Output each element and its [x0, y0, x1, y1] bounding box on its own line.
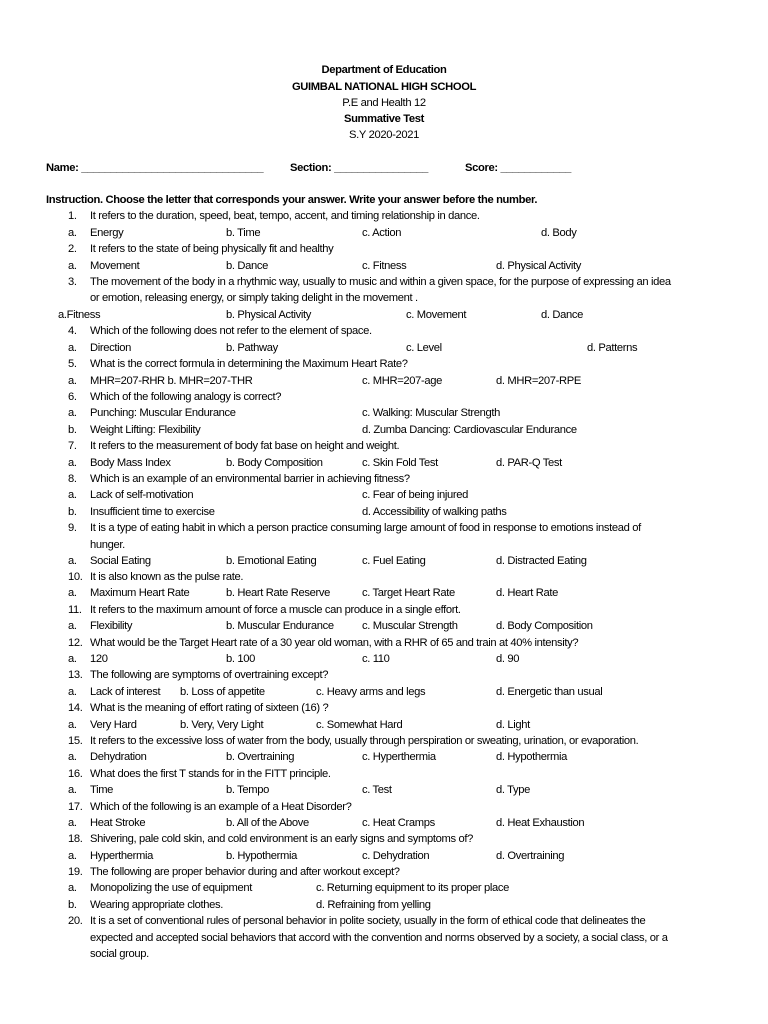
line-label: 18. [68, 833, 83, 845]
line-text: It refers to the excessive loss of water from the body, usually through perspiration or sweating, urination, or evaporation. [90, 735, 639, 747]
line-label: a. [68, 850, 77, 862]
line-label: 2. [68, 243, 77, 255]
line-text: d. Zumba Dancing: Cardiovascular Endurance [362, 424, 577, 436]
line-text: c. Skin Fold Test [362, 457, 438, 469]
line-label: b. [68, 424, 77, 436]
line-label: a. [68, 407, 77, 419]
line-text: b. Body Composition [226, 457, 323, 469]
line-text: b. Hypothermia [226, 850, 297, 862]
line-label: a. [68, 719, 77, 731]
line-text: What does the first T stands for in the FITT principle. [90, 768, 331, 780]
line-label: 16. [68, 768, 83, 780]
line-text: b. Physical Activity [226, 309, 312, 321]
line-label: expected and accepted social behaviors that accord with the convention and norms observed by a society, a social class, or a [90, 932, 668, 944]
line-text: d. Hypothermia [496, 751, 567, 763]
line-text: Which of the following is an example of a Heat Disorder? [90, 801, 352, 813]
line-text: Social Eating [90, 555, 151, 567]
line-text: b. Tempo [226, 784, 270, 796]
line-text: It is also known as the pulse rate. [90, 571, 244, 583]
line-text: What would be the Target Heart rate of a 30 year old woman, with a RHR of 65 and train at 40% intensity? [90, 637, 579, 649]
line-label: 5. [68, 358, 77, 370]
line-label: a. [68, 260, 77, 272]
line-text: It refers to the duration, speed, beat, tempo, accent, and timing relationship in dance. [90, 210, 480, 222]
line-text: Direction [90, 342, 131, 354]
line-text: Body Mass Index [90, 457, 171, 469]
line-text: Shivering, pale cold skin, and cold environment is an early signs and symptoms of? [90, 833, 473, 845]
line-text: c. Level [406, 342, 442, 354]
line-text: Wearing appropriate clothes. [90, 899, 224, 911]
line-text: c. Walking: Muscular Strength [362, 407, 501, 419]
line-label: 4. [68, 325, 77, 337]
line-label: 13. [68, 669, 83, 681]
line-text: Dehydration [90, 751, 147, 763]
line-label: 1. [68, 210, 77, 222]
line-text: d. Distracted Eating [496, 555, 587, 567]
line-text: Time [90, 784, 114, 796]
line-label: b. [68, 506, 77, 518]
line-text: c. Target Heart Rate [362, 587, 455, 599]
line-text: The following are proper behavior during and after workout except? [90, 866, 400, 878]
line-text: Which of the following analogy is correct? [90, 391, 282, 403]
line-text: d. PAR-Q Test [496, 457, 562, 469]
line-text: c. Fuel Eating [362, 555, 426, 567]
line-text: c. Movement [406, 309, 467, 321]
line-label: 10. [68, 571, 83, 583]
line-text: Punching: Muscular Endurance [90, 407, 236, 419]
line-text: c. 110 [362, 653, 390, 665]
line-text: It is a set of conventional rules of personal behavior in polite society, usually in the form of ethical code that delineates the [90, 915, 646, 927]
line-text: d. Patterns [587, 342, 638, 354]
line-text: c. Muscular Strength [362, 620, 458, 632]
line-label: a. [68, 342, 77, 354]
line-text: c. Hyperthermia [362, 751, 436, 763]
line-label: 14. [68, 702, 83, 714]
line-text: c. Fitness [362, 260, 407, 272]
line-label: a. [68, 587, 77, 599]
line-text: d. Energetic than usual [496, 686, 603, 698]
line-label: 20. [68, 915, 83, 927]
line-text: b. Muscular Endurance [226, 620, 334, 632]
line-text: d. Dance [541, 309, 583, 321]
line-text: d. Refraining from yelling [316, 899, 431, 911]
line-text: 120 [90, 653, 108, 665]
school-name: GUIMBAL NATIONAL HIGH SCHOOL [291, 81, 477, 93]
line-text: c. Somewhat Hard [316, 719, 403, 731]
line-text: It refers to the maximum amount of force a muscle can produce in a single effort. [90, 604, 461, 616]
line-text: Heat Stroke [90, 817, 146, 829]
line-label: 15. [68, 735, 83, 747]
line-label: a. [68, 817, 77, 829]
line-label: 12. [68, 637, 83, 649]
line-label: or emotion, releasing energy, or simply taking delight in the movement . [90, 292, 418, 304]
line-text: d. Accessibility of walking paths [362, 506, 507, 518]
line-text: The following are symptoms of overtraining except? [90, 669, 329, 681]
line-label: 6. [68, 391, 77, 403]
line-text: c. Heavy arms and legs [316, 686, 426, 698]
line-text: It refers to the state of being physically fit and healthy [90, 243, 334, 255]
instruction-text: Instruction. Choose the letter that corresponds your answer. Write your answer before the number. [46, 194, 538, 206]
line-text: Lack of self-motivation [90, 489, 194, 501]
line-label: a. [68, 882, 77, 894]
line-text: c. Test [362, 784, 392, 796]
line-text: c. Dehydration [362, 850, 430, 862]
line-label: a. [68, 555, 77, 567]
line-text: b. All of the Above [226, 817, 309, 829]
line-text: d. MHR=207-RPE [496, 375, 581, 387]
line-text: Movement [90, 260, 140, 272]
line-text: What is the correct formula in determining the Maximum Heart Rate? [90, 358, 408, 370]
line-text: Insufficient time to exercise [90, 506, 215, 518]
line-text: c. Action [362, 227, 402, 239]
line-text: d. Type [496, 784, 531, 796]
line-text: d. 90 [496, 653, 520, 665]
line-text: Maximum Heart Rate [90, 587, 190, 599]
line-text: b. Time [226, 227, 261, 239]
line-text: It refers to the measurement of body fat base on height and weight. [90, 440, 400, 452]
line-text: c. MHR=207-age [362, 375, 442, 387]
school-year: S.Y 2020-2021 [349, 129, 419, 141]
line-label: a. [68, 457, 77, 469]
line-label: social group. [90, 948, 149, 960]
line-text: Very Hard [90, 719, 137, 731]
line-label: a. [68, 489, 77, 501]
line-text: d. Heart Rate [496, 587, 558, 599]
line-text: The movement of the body in a rhythmic way, usually to music and within a given space, for the purpose of expressing an idea [90, 276, 671, 288]
line-text: d. Body [541, 227, 577, 239]
line-text: MHR=207-RHR b. MHR=207-THR [90, 375, 253, 387]
line-text: b. 100 [226, 653, 256, 665]
line-text: b. Emotional Eating [226, 555, 317, 567]
line-label: 7. [68, 440, 77, 452]
line-text: Hyperthermia [90, 850, 153, 862]
line-label: a.Fitness [58, 309, 101, 321]
line-text: b. Very, Very Light [180, 719, 264, 731]
line-text: d. Body Composition [496, 620, 593, 632]
line-text: d. Heat Exhaustion [496, 817, 585, 829]
line-label: a. [68, 227, 77, 239]
line-text: Energy [90, 227, 124, 239]
line-label: 17. [68, 801, 83, 813]
line-text: c. Returning equipment to its proper place [316, 882, 510, 894]
line-label: a. [68, 784, 77, 796]
name-field: Name: _______________________________ [46, 162, 264, 174]
line-text: What is the meaning of effort rating of sixteen (16) ? [90, 702, 329, 714]
line-text: It is a type of eating habit in which a person practice consuming large amount of food in response to emotions instead of [90, 522, 641, 534]
test-title: Summative Test [343, 113, 425, 125]
line-text: b. Pathway [226, 342, 278, 354]
line-label: a. [68, 375, 77, 387]
line-label: b. [68, 899, 77, 911]
line-label: 8. [68, 473, 77, 485]
subject-title: P.E and Health 12 [342, 97, 426, 109]
line-text: Weight Lifting: Flexibility [90, 424, 201, 436]
line-label: a. [68, 653, 77, 665]
line-label: a. [68, 620, 77, 632]
line-label: 9. [68, 522, 77, 534]
line-text: c. Heat Cramps [362, 817, 435, 829]
line-text: c. Fear of being injured [362, 489, 469, 501]
line-label: a. [68, 751, 77, 763]
line-text: b. Overtraining [226, 751, 295, 763]
line-text: Which of the following does not refer to the element of space. [90, 325, 372, 337]
line-text: d. Overtraining [496, 850, 565, 862]
line-text: d. Light [496, 719, 530, 731]
line-label: 19. [68, 866, 83, 878]
line-text: b. Heart Rate Reserve [226, 587, 330, 599]
line-text: d. Physical Activity [496, 260, 582, 272]
line-label: hunger. [90, 539, 125, 551]
score-field: Score: ____________ [465, 162, 571, 174]
section-field: Section: ________________ [290, 162, 429, 174]
line-text: b. Loss of appetite [180, 686, 265, 698]
line-label: 11. [68, 604, 82, 616]
line-label: a. [68, 686, 77, 698]
line-label: 3. [68, 276, 77, 288]
line-text: Lack of interest [90, 686, 161, 698]
line-text: Flexibility [90, 620, 133, 632]
line-text: Which is an example of an environmental barrier in achieving fitness? [90, 473, 410, 485]
line-text: b. Dance [226, 260, 268, 272]
line-text: Monopolizing the use of equipment [90, 882, 252, 894]
department-heading: Department of Education [321, 64, 447, 76]
